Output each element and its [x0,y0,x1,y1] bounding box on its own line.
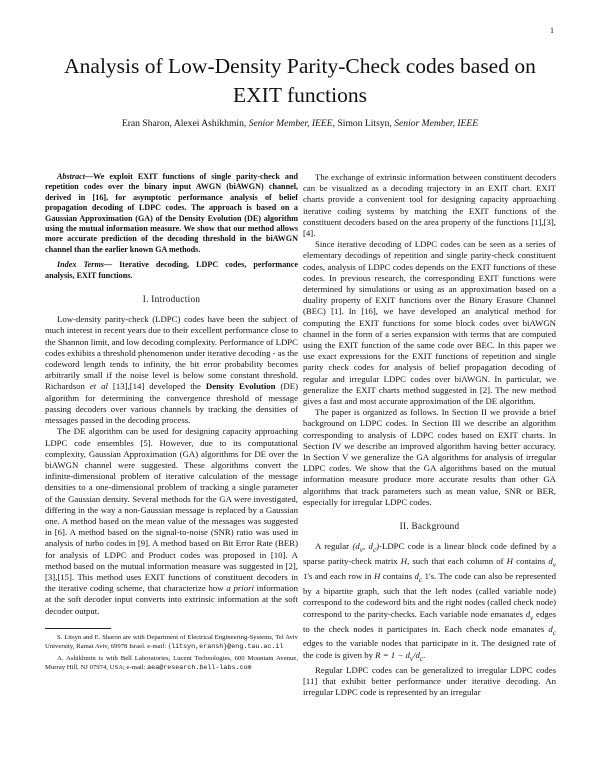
intro-p1-density-evolution: Density Evolution [205,381,276,392]
bg-math-rate: R = 1 − d [375,649,410,660]
right-paragraph-2: Since iterative decoding of LDPC codes can be seen as a series of elementary decodings of repetition and single parity-check constituent codes, analysis of LDPC codes depends on the EXIT functions of these codes. In previous research, the corresponding EXIT functions were determined by simulations or using as an approximation based on a duality property of EXIT functions over the Binary Erasure Channel (BEC) [1]. In [16], we have developed an analytical method for computing the EXIT functions for some block codes over biAWGN channel in the form of a series expansion with terms that are computed using the EXIT function of the same code over BEC. In this paper we use exact expressions for the EXIT functions of repetition and single parity check codes for analysis of belief propagation decoding of regular and irregular LDPC codes over biAWGN. In particular, we generalize the EXIT charts method suggested in [2]. The new method gives a fast and most accurate approximation of the DE algorithm. [303,239,556,407]
intro-p2-end: information at the soft decoder input converts into extrinsic information at the soft decoder output. [45,583,298,616]
intro-p2-text: The DE algorithm can be used for designing capacity approaching LDPC code ensembles [5]. However, due to its computational complexity, Gaussian Approximation (GA) algorithms for DE over the biAWGN channel were suggested. These algorithms convert the infinite-dimensional problem of iterative calculation of the message densities to a one-dimensional problem of tracking a single parameter of the Gaussian density. Several methods for the GA were investigated, differing in the way a non-Gaussian message is replaced by a Gaussian one. A method based on the mean value of the messages was suggested in [6]. A method based on the signal-to-noise (SNR) ratio was used in analysis of turbo codes in [9]. A method based on Bit Error Rate (BER) for analysis of LDPC and Product codes was proposed in [10]. A method based on the mutual information measure was suggested in [2],[3],[15]. This method uses EXIT functions of constituent decoders in the iterative coding scheme, that characterize how [45,426,298,594]
footnote-2-email: aea@research.bell-labs.com [147,663,252,672]
abstract-text: —We exploit EXIT functions of single parity-check and repetition codes over the binary input AWGN (biAWGN) channel, derived in [16], for asymptotic performance analysis of belief propagation decoding of LDPC codes. The approach is based on a Gaussian Approximation (GA) of the Density Evolution (DE) algorithm using the mutual information measure. We show that our method allows more accurate prediction of the decoding threshold in the biAWGN channel than the earlier known GA methods. [45,172,298,254]
bg-text-l: edges to the check nodes it participates in. Each check node emanates [303,608,556,634]
footnote-2 [45,654,298,674]
bg-math-dc2-sub: c [552,628,556,637]
index-terms-lead: Index Terms [57,260,104,270]
page-number: 1 [550,26,554,35]
author-names-2: Simon Litsyn, [337,118,392,129]
bg-text-h: contains [513,556,549,567]
bg-math-sub-v: v [359,546,363,555]
intro-paragraph-2 [45,426,298,616]
paper-title: Analysis of Low-Density Parity-Check codes based on EXIT functions [64,54,536,107]
bg-text-g: , such that each column of [407,556,507,567]
index-terms [45,260,298,281]
intro-paragraph-1 [45,314,298,426]
footnote-1-text: S. Litsyn and E. Sharon are with Department of Electrical Engineering-Systems, Tel Aviv University, Ramat Aviv, 69978 Israel. e-mail: { [45,633,298,651]
bg-math-dv-sub: v [552,561,556,569]
footnote-1 [45,633,298,653]
bg-text-n: . [423,649,426,660]
index-terms-text: — Iterative decoding, LDPC codes, performance analysis, EXIT functions. [45,260,298,280]
author-affil-2: Senior Member, IEEE [394,118,479,129]
bg-text-j: contains [380,571,415,582]
intro-p1-end: (DE) algorithm for determining the convergence threshold of message passing decoders over various channels by tracking the densities of messages passed in the decoding process. [45,381,299,426]
bg-text-k: 1's. The code can also be represented by a bipartite graph, such that the left nodes (called variable node) correspond to the codeword bits and the right nodes (called check node) correspond to the parity-checks. Each variable node emanates [303,571,556,619]
bg-math-H1: H [400,556,408,567]
section-heading-background: II. Background [399,521,460,532]
bg-math-open: (d [352,541,360,552]
author-line [40,118,560,129]
intro-p1-text: Low-density parity-check (LDPC) codes have been the subject of much interest in recent years due to their excellent performance close to the Shannon limit, and low decoding complexity. Performance of LDPC codes exhibits a threshold phenomenon under iterative decoding - as the codeword length tends to infinity, the bit error probability becomes arbitrarily small if the noise level is below some constant threshold. Richardson [45,314,298,392]
right-column [303,172,556,698]
bg-math-dc: d [414,571,419,582]
author-affil-1: Senior Member, IEEE, [248,118,336,129]
right-paragraph-3: The paper is organized as follows. In Section II we provide a brief background on LDPC codes. In Section III we describe an algorithm corresponding to analysis of LDPC codes based on EXIT charts. In Section IV we describe an improved algorithm having better accuracy. In Section V we generalize the GA algorithms for analysis of irregular LDPC codes. We show that the GA algorithms based on the mutual information measure produce more accurate results than other GA algorithms that track parameters such as mean value, SNR or BER, especially for irregular LDPC codes. [303,407,556,507]
bg-math-dc-sub: c [418,575,423,584]
author-names-1: Eran Sharon, Alexei Ashikhmin, [121,118,247,129]
abstract-lead: Abstract [57,172,85,181]
footnote-1-domain: }@eng.tau.ac.il [223,643,284,652]
bg-text-m: edges to the variable nodes that participate in it. The designed rate of the code is given by [303,638,556,660]
bg-math-dv: d [548,556,553,567]
bg-math-dv2-sub: v [530,613,534,622]
abstract [45,172,298,255]
bg-math-rate-slash: /d [413,649,420,660]
bg-math-comma: , d [362,541,373,552]
intro-p2-apriori: a priori [226,583,254,594]
bg-math-close: ) [376,541,380,552]
intro-p1-mid: [13],[14] developed the [107,381,206,392]
background-paragraph-1 [303,541,556,664]
bg-math-dc2: d [548,623,553,634]
background-paragraph-2: Regular LDPC codes can be generalized to irregular LDPC codes [11] that exhibit better performance under iterative decoding. An irregular LDPC code is represented by an irregular [303,664,556,698]
bg-math-rate-c: c [419,654,424,663]
intro-p1-etal: et al [89,381,108,392]
footnote-rule [45,628,111,629]
section-heading-introduction: I. Introduction [142,294,201,305]
bg-math-H3: H [373,571,381,582]
bg-text-f: -LDPC code is a linear block code defined by a sparse parity-check matrix [303,541,557,567]
bg-text-i: 1's and each row in [303,571,374,582]
bg-math-sub-c: c [372,546,377,555]
bg-math-H2: H [506,556,513,567]
right-paragraph-1: The exchange of extrinsic information between constituent decoders can be visualized as a decoding trajectory in an EXIT chart. EXIT charts provide a convenient tool for designing capacity approaching iterative coding systems by matching the EXIT functions of the constituent decoders based on the area property of the functions [1],[3],[4]. [303,172,556,239]
bg-text-a: A regular [315,541,353,552]
footnote-2-text: A. Ashikhmin is with Bell Laboratories, Lucent Technologies, 600 Mountain Avenue, Murray Hill, NJ 07974, USA; e-mail: [45,654,298,671]
bg-math-rate-v: v [409,654,414,663]
bg-math-dv2: d [525,608,531,619]
footnote-1-email: litsyn,eransh [171,643,224,652]
left-column [45,172,298,674]
